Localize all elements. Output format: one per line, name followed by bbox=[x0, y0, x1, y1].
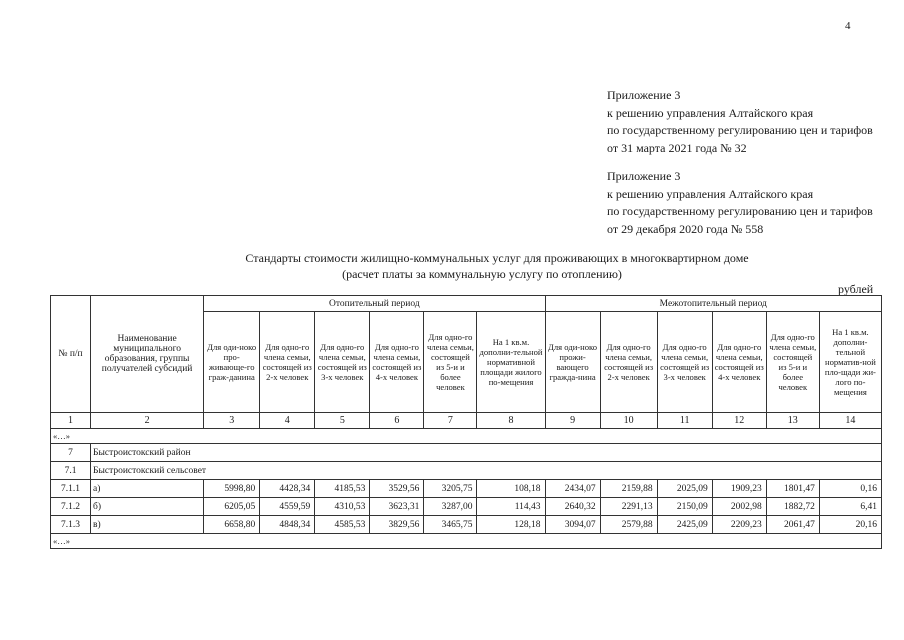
row-number: 7.1.3 bbox=[51, 516, 91, 534]
column-number: 6 bbox=[370, 413, 424, 429]
value-cell: 3829,56 bbox=[370, 516, 424, 534]
value-cell: 3465,75 bbox=[424, 516, 477, 534]
document-title bbox=[0, 250, 904, 282]
column-number-row bbox=[51, 413, 882, 429]
tariff-table bbox=[50, 295, 882, 549]
header-nonheating-col: Для одно-го члена семьи, состоящей из 2-х человек bbox=[600, 312, 657, 413]
column-number: 7 bbox=[424, 413, 477, 429]
appendix-line: по государственному регулированию цен и тарифов bbox=[607, 123, 873, 137]
district-row bbox=[51, 444, 882, 462]
header-heating-col: Для одно-го члена семьи, состоящей из 2-х человек bbox=[260, 312, 315, 413]
value-cell: 2025,09 bbox=[657, 480, 712, 498]
settlement-row bbox=[51, 462, 882, 480]
value-cell: 6,41 bbox=[819, 498, 881, 516]
column-number: 1 bbox=[51, 413, 91, 429]
value-cell: 4185,53 bbox=[315, 480, 370, 498]
row-label: б) bbox=[91, 498, 204, 516]
value-cell: 2209,23 bbox=[712, 516, 766, 534]
table-row bbox=[51, 498, 882, 516]
value-cell: 2425,09 bbox=[657, 516, 712, 534]
value-cell: 2150,09 bbox=[657, 498, 712, 516]
column-number: 13 bbox=[766, 413, 819, 429]
table-row bbox=[51, 516, 882, 534]
header-heating-col: Для одно-го члена семьи, состоящей из 3-х человек bbox=[315, 312, 370, 413]
column-number: 10 bbox=[600, 413, 657, 429]
ellipsis-row bbox=[51, 429, 882, 444]
value-cell: 6658,80 bbox=[204, 516, 260, 534]
value-cell: 2061,47 bbox=[766, 516, 819, 534]
column-number: 2 bbox=[91, 413, 204, 429]
value-cell: 3623,31 bbox=[370, 498, 424, 516]
value-cell: 2291,13 bbox=[600, 498, 657, 516]
title-line-1: Стандарты стоимости жилищно-коммунальных услуг для проживающих в многоквартирном доме bbox=[245, 251, 749, 265]
header-col-no: № п/п bbox=[51, 296, 91, 413]
column-number: 12 bbox=[712, 413, 766, 429]
value-cell: 3094,07 bbox=[545, 516, 600, 534]
value-cell: 2640,32 bbox=[545, 498, 600, 516]
appendix-line: Приложение 3 bbox=[607, 169, 681, 183]
value-cell: 2002,98 bbox=[712, 498, 766, 516]
header-nonheating-col: Для одно-го члена семьи, состоящей из 5-и и более человек bbox=[766, 312, 819, 413]
value-cell: 114,43 bbox=[477, 498, 545, 516]
column-number: 3 bbox=[204, 413, 260, 429]
value-cell: 4585,53 bbox=[315, 516, 370, 534]
value-cell: 2579,88 bbox=[600, 516, 657, 534]
appendix-line: Приложение 3 bbox=[607, 88, 681, 102]
ellipsis-row bbox=[51, 534, 882, 549]
row-number: 7.1.2 bbox=[51, 498, 91, 516]
header-nonheating-col: Для одно-го члена семьи, состоящей из 3-х человек bbox=[657, 312, 712, 413]
header-heating-period: Отопительный период bbox=[204, 296, 545, 312]
header-heating-col: Для одно-го члена семьи, состоящей из 4-х человек bbox=[370, 312, 424, 413]
value-cell: 3287,00 bbox=[424, 498, 477, 516]
column-number: 5 bbox=[315, 413, 370, 429]
row-number: 7.1.1 bbox=[51, 480, 91, 498]
value-cell: 5998,80 bbox=[204, 480, 260, 498]
row-label: в) bbox=[91, 516, 204, 534]
value-cell: 4310,53 bbox=[315, 498, 370, 516]
header-heating-col: Для одно-го члена семьи, состоящей из 5-и и более человек bbox=[424, 312, 477, 413]
value-cell: 2159,88 bbox=[600, 480, 657, 498]
value-cell: 1909,23 bbox=[712, 480, 766, 498]
header-nonheating-col: На 1 кв.м. дополни-тельной норматив-ной пло-щади жи-лого по-мещения bbox=[819, 312, 881, 413]
value-cell: 4559,59 bbox=[260, 498, 315, 516]
value-cell: 128,18 bbox=[477, 516, 545, 534]
header-row-groups bbox=[51, 296, 882, 312]
appendix-line: от 31 марта 2021 года № 32 bbox=[607, 140, 747, 155]
value-cell: 3529,56 bbox=[370, 480, 424, 498]
appendix-line: от 29 декабря 2020 года № 558 bbox=[607, 221, 764, 236]
ellipsis-cell: «…» bbox=[51, 534, 882, 549]
header-col-name: Наименование муниципального образования, группы получателей субсидий bbox=[91, 296, 204, 413]
value-cell: 4848,34 bbox=[260, 516, 315, 534]
appendix-current-header bbox=[607, 87, 873, 157]
value-cell: 6205,05 bbox=[204, 498, 260, 516]
value-cell: 20,16 bbox=[819, 516, 881, 534]
value-cell: 108,18 bbox=[477, 480, 545, 498]
page-number: 4 bbox=[845, 20, 851, 32]
row-number: 7.1 bbox=[51, 462, 91, 480]
header-heating-col: На 1 кв.м. дополни-тельной нормативной площади жилого по-мещения bbox=[477, 312, 545, 413]
value-cell: 1882,72 bbox=[766, 498, 819, 516]
column-number: 4 bbox=[260, 413, 315, 429]
row-label: а) bbox=[91, 480, 204, 498]
unit-label: рублей bbox=[838, 282, 874, 296]
header-nonheating-period: Межотопительный период bbox=[545, 296, 881, 312]
appendix-line: к решению управления Алтайского края bbox=[607, 105, 814, 120]
row-number: 7 bbox=[51, 444, 91, 462]
appendix-previous-header bbox=[607, 168, 873, 238]
column-number: 14 bbox=[819, 413, 881, 429]
settlement-name: Быстроистокский сельсовет bbox=[91, 462, 882, 480]
district-name: Быстроистокский район bbox=[91, 444, 882, 462]
value-cell: 2434,07 bbox=[545, 480, 600, 498]
appendix-line: к решению управления Алтайского края bbox=[607, 186, 814, 201]
appendix-line: по государственному регулированию цен и тарифов bbox=[607, 204, 873, 218]
header-heating-col: Для оди-ноко про-живающе-го граж-данина bbox=[204, 312, 260, 413]
header-nonheating-col: Для оди-ноко прожи-вающего гражда-нина bbox=[545, 312, 600, 413]
value-cell: 1801,47 bbox=[766, 480, 819, 498]
table-row bbox=[51, 480, 882, 498]
value-cell: 0,16 bbox=[819, 480, 881, 498]
value-cell: 4428,34 bbox=[260, 480, 315, 498]
column-number: 9 bbox=[545, 413, 600, 429]
value-cell: 3205,75 bbox=[424, 480, 477, 498]
header-nonheating-col: Для одно-го члена семьи, состоящей из 4-х человек bbox=[712, 312, 766, 413]
column-number: 11 bbox=[657, 413, 712, 429]
ellipsis-cell: «…» bbox=[51, 429, 882, 444]
column-number: 8 bbox=[477, 413, 545, 429]
title-line-2: (расчет платы за коммунальную услугу по отоплению) bbox=[342, 267, 622, 281]
